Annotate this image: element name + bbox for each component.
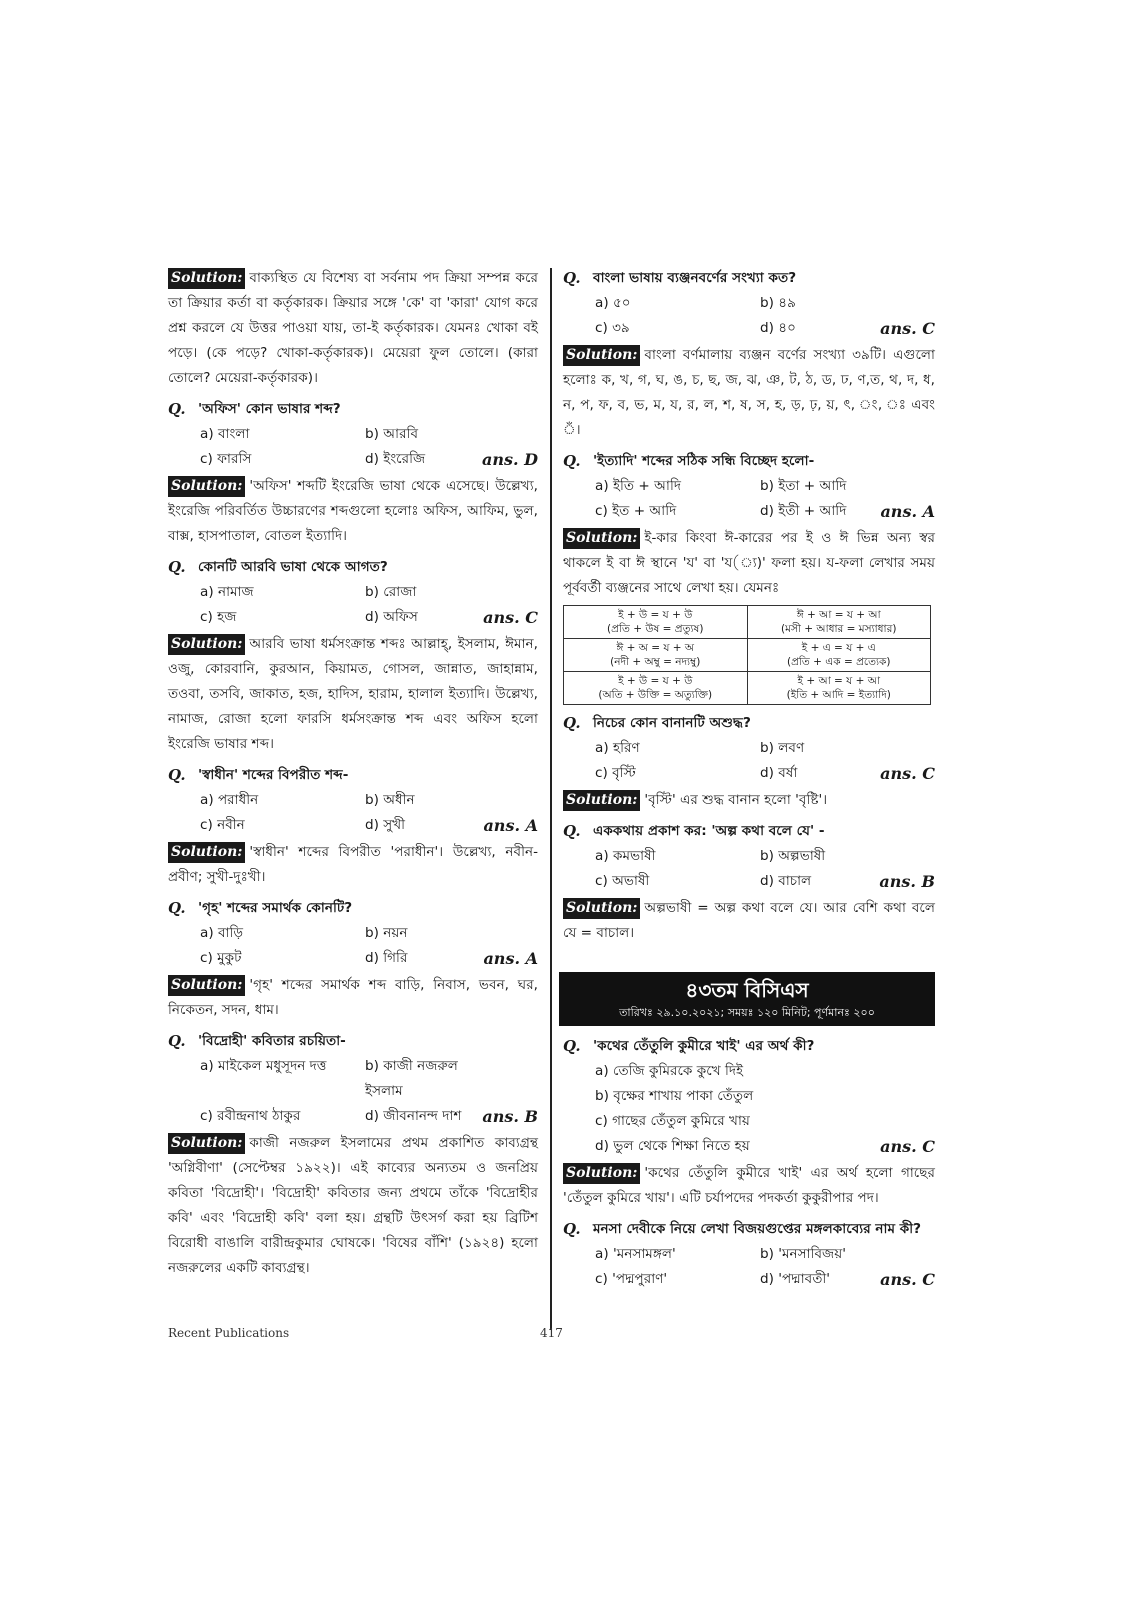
option-a: a) মাইকেল মধুসূদন দত্ত	[200, 1058, 327, 1074]
options-8	[563, 736, 935, 786]
options-10	[563, 1059, 935, 1159]
option-c: c) মুকুট	[200, 950, 242, 966]
question-8: Q. নিচের কোন বানানটি অশুদ্ধ?	[563, 714, 751, 732]
table-row	[564, 639, 931, 672]
option-b: b) কাজী নজরুল ইসলাম	[365, 1058, 458, 1099]
option-a: a) হরিণ	[595, 740, 640, 756]
question-4: Q. 'গৃহ' শব্দের সমার্থক কোনটি?	[168, 899, 353, 917]
option-a: a) বাংলা	[200, 426, 250, 442]
options-7	[563, 474, 935, 524]
option-b: b) লবণ	[760, 740, 805, 756]
option-d: d) জীবনানন্দ দাশ	[365, 1108, 462, 1124]
option-c: c) 'পদ্মপুরাণ'	[595, 1271, 668, 1287]
option-c: c) হজ	[200, 609, 237, 625]
option-b: b) নয়ন	[365, 925, 408, 941]
answer: ans. C	[880, 764, 935, 783]
option-b: b) বৃক্ষের শাখায় পাকা তেঁতুল	[595, 1088, 754, 1104]
option-a: a) 'মনসামঙ্গল'	[595, 1246, 676, 1262]
answer: ans. B	[482, 1107, 538, 1126]
answer: ans. A	[880, 502, 935, 521]
option-d: d) ইংরেজি	[365, 451, 426, 467]
question-11: Q. মনসা দেবীকে নিয়ে লেখা বিজয়গুপ্তের মঙ্গলকাব্যের নাম কী?	[563, 1220, 922, 1238]
option-b: b) অধীন	[365, 792, 415, 808]
solution-tag: Solution:	[168, 268, 245, 289]
solution-2: Solution: আরবি ভাষা ধর্মসংক্রান্ত শব্দঃ আল্লাহ্, ইসলাম, ঈমান, ওজু, কোরবানি, কুরআন, কিয়ামত, গোসল, জান্নাত, জাহান্নাম, তওবা, তসবি, জাকাত, হজ, হাদিস, হারাম, হালাল ইত্যাদি। উল্লেখ্য, নামাজ, রোজা হলো ফারসি ধর্মসংক্রান্ত শব্দ এবং অফিস হলো ইংরেজি ভাষার শব্দ।	[168, 636, 538, 752]
option-c: c) গাছের তেঁতুল কুমিরে খায়	[595, 1113, 750, 1129]
solution-5: Solution: কাজী নজরুল ইসলামের প্রথম প্রকাশিত কাব্যগ্রন্থ 'অগ্নিবীণা' (সেপ্টেম্বর ১৯২২)। এই কাব্যের অন্যতম ও জনপ্রিয় কবিতা 'বিদ্রোহী'। 'বিদ্রোহী' কবিতার জন্য প্রথমে তাঁকে 'বিদ্রোহীর কবি' এবং 'বিদ্রোহী কবি' বলা হয়। গ্রন্থটি উৎসর্গ করা হয় ব্রিটিশ বিরোধী বাঙালি বারীন্দ্রকুমার ঘোষকে। 'বিষের বাঁশি' (১৯২৪) হলো নজরুলের একটি কাব্যগ্রন্থ।	[168, 1135, 538, 1276]
solution-3: Solution: 'স্বাধীন' শব্দের বিপরীত 'পরাধীন'। উল্লেখ্য, নবীন-প্রবীণ; সুখী-দুঃখী।	[168, 844, 538, 885]
answer: ans. A	[483, 949, 538, 968]
column-divider	[550, 268, 552, 1330]
answer: ans. C	[880, 319, 935, 338]
table-row	[564, 606, 931, 639]
table-cell: ই + উ = য + উ (অতি + উক্তি = অত্যুক্তি)	[564, 672, 748, 705]
left-column	[168, 266, 538, 1281]
options-9	[563, 844, 935, 894]
solution-8: Solution: 'বৃস্টি' এর শুদ্ধ বানান হলো 'বৃষ্টি'।	[563, 788, 935, 813]
page-number: 417	[540, 1326, 563, 1340]
sandhi-table	[563, 605, 931, 705]
solution-0: Solution: বাক্যস্থিত যে বিশেষ্য বা সর্বনাম পদ ক্রিয়া সম্পন্ন করে তা ক্রিয়ার কর্তা বা কর্তৃকারক। ক্রিয়ার সঙ্গে 'কে' বা 'কারা' যোগ করে প্রশ্ন করলে যে উত্তর পাওয়া যায়, তা-ই কর্তৃকারক। যেমনঃ খোকা বই পড়ে। (কে পড়ে? খোকা-কর্তৃকারক)। মেয়েরা ফুল তোলে। (কারা তোলে? মেয়েরা-কর্তৃকারক)।	[168, 270, 538, 386]
table-cell: ঈ + অ = য + অ (নদী + অম্বু = নদ্যম্বু)	[564, 639, 748, 672]
question-9: Q. এককথায় প্রকাশ কর: 'অল্প কথা বলে যে' -	[563, 822, 825, 840]
option-d: d) ভুল থেকে শিক্ষা নিতে হয়	[595, 1138, 750, 1154]
option-c: c) বৃস্টি	[595, 765, 636, 781]
table-row	[564, 672, 931, 705]
option-b: b) 'মনসাবিজয়'	[760, 1246, 846, 1262]
option-a: a) ইতি + আদি	[595, 478, 682, 494]
question-5: Q. 'বিদ্রোহী' কবিতার রচয়িতা-	[168, 1032, 346, 1050]
options-6	[563, 291, 935, 341]
option-a: a) তেজি কুমিরকে কুখে দিই	[595, 1063, 744, 1079]
answer: ans. C	[880, 1270, 935, 1289]
option-a: a) নামাজ	[200, 584, 254, 600]
option-c: c) ফারসি	[200, 451, 252, 467]
table-cell: ই + উ = য + উ (প্রতি + উষ = প্রত্যুষ)	[564, 606, 748, 639]
option-b: b) ৪৯	[760, 295, 796, 311]
option-a: a) বাড়ি	[200, 925, 244, 941]
option-c: c) নবীন	[200, 817, 245, 833]
question-2: Q. কোনটি আরবি ভাষা থেকে আগত?	[168, 558, 388, 576]
answer: ans. B	[879, 872, 935, 891]
options-2	[168, 580, 538, 630]
table-cell: ই + এ = য + এ (প্রতি + এক = প্রত্যেক)	[747, 639, 931, 672]
solution-1: Solution: 'অফিস' শব্দটি ইংরেজি ভাষা থেকে এসেছে। উল্লেখ্য, ইংরেজি পরিবর্তিত উচ্চারণের শব্দগুলো হলোঃ অফিস, আফিম, ভুল, বাক্স, হাসপাতাল, বোতল ইত্যাদি।	[168, 478, 538, 544]
option-d: d) অফিস	[365, 609, 418, 625]
table-cell: ঈ + আ = য + আ (মসী + আধার = মস্যাধার)	[747, 606, 931, 639]
options-11	[563, 1242, 935, 1292]
table-cell: ই + আ = য + আ (ইতি + আদি = ইত্যাদি)	[747, 672, 931, 705]
options-3	[168, 788, 538, 838]
option-a: a) পরাধীন	[200, 792, 259, 808]
question-6: Q. বাংলা ভাষায় ব্যঞ্জনবর্ণের সংখ্যা কত?	[563, 269, 797, 287]
answer: ans. A	[483, 816, 538, 835]
solution-9: Solution: অল্পভাষী = অল্প কথা বলে যে। আর বেশি কথা বলে যে = বাচাল।	[563, 900, 935, 941]
option-d: d) 'পদ্মাবতী'	[760, 1271, 831, 1287]
answer: ans. C	[880, 1137, 935, 1156]
option-b: b) আরবি	[365, 426, 419, 442]
solution-4: Solution: 'গৃহ' শব্দের সমার্থক শব্দ বাড়ি, নিবাস, ভবন, ঘর, নিকেতন, সদন, ধাম।	[168, 977, 538, 1018]
option-c: c) ইত + আদি	[595, 503, 677, 519]
answer: ans. C	[483, 608, 538, 627]
exam-subtitle: তারিখঃ ২৯.১০.২০২১; সময়ঃ ১২০ মিনিট; পূর্ণমানঃ ২০০	[619, 1006, 875, 1019]
question-1: Q. 'অফিস' কোন ভাষার শব্দ?	[168, 400, 341, 418]
solution-7: Solution: ই-কার কিংবা ঈ-কারের পর ই ও ঈ ভিন্ন অন্য স্বর থাকলে ই বা ঈ স্থানে 'য' বা 'য(্য)' ফলা হয়। য-ফলা লেখার সময় পূর্ববর্তী ব্যঞ্জনের সাথে লেখা হয়। যেমনঃ	[563, 530, 935, 596]
right-column	[563, 266, 935, 1292]
options-4	[168, 921, 538, 971]
option-d: d) গিরি	[365, 950, 408, 966]
option-d: d) সুখী	[365, 817, 406, 833]
option-d: d) বর্ষা	[760, 765, 798, 781]
options-5	[168, 1054, 538, 1129]
option-d: d) ইতী + আদি	[760, 503, 847, 519]
option-c: c) রবীন্দ্রনাথ ঠাকুর	[200, 1108, 301, 1124]
option-d: d) বাচাল	[760, 873, 812, 889]
option-a: a) কমভাষী	[595, 848, 656, 864]
question-10: Q. 'কথের তেঁতুলি কুমীরে খাই' এর অর্থ কী?	[563, 1037, 815, 1055]
option-c: c) অভাষী	[595, 873, 650, 889]
publisher-footer: Recent Publications	[168, 1326, 290, 1340]
options-1	[168, 422, 538, 472]
option-a: a) ৫০	[595, 295, 631, 311]
option-c: c) ৩৯	[595, 320, 630, 336]
exam-banner	[559, 972, 935, 1026]
solution-6: Solution: বাংলা বর্ণমালায় ব্যঞ্জন বর্ণের সংখ্যা ৩৯টি। এগুলো হলোঃ ক, খ, গ, ঘ, ঙ, চ, ছ, জ, ঝ, ঞ, ট, ঠ, ড, ঢ, ণ,ত, থ, দ, ধ, ন, প, ফ, ব, ভ, ম, য, র, ল, শ, ষ, স, হ, ড়, ঢ়, য়, ৎ, ং, ঃ এবং ঁ।	[563, 347, 935, 438]
exam-title: ৪৩তম বিসিএস	[685, 978, 809, 1002]
option-b: b) ইতা + আদি	[760, 478, 847, 494]
option-b: b) অল্পভাষী	[760, 848, 826, 864]
option-b: b) রোজা	[365, 584, 417, 600]
option-d: d) ৪০	[760, 320, 796, 336]
answer: ans. D	[481, 450, 538, 469]
question-3: Q. 'স্বাধীন' শব্দের বিপরীত শব্দ-	[168, 766, 349, 784]
question-7: Q. 'ইত্যাদি' শব্দের সঠিক সন্ধি বিচ্ছেদ হলো-	[563, 452, 815, 470]
solution-10: Solution: 'কথের তেঁতুলি কুমীরে খাই' এর অর্থ হলো গাছের 'তেঁতুল কুমিরে খায়'। এটি চর্যাপদের পদকর্তা কুকুরীপার পদ।	[563, 1165, 935, 1206]
